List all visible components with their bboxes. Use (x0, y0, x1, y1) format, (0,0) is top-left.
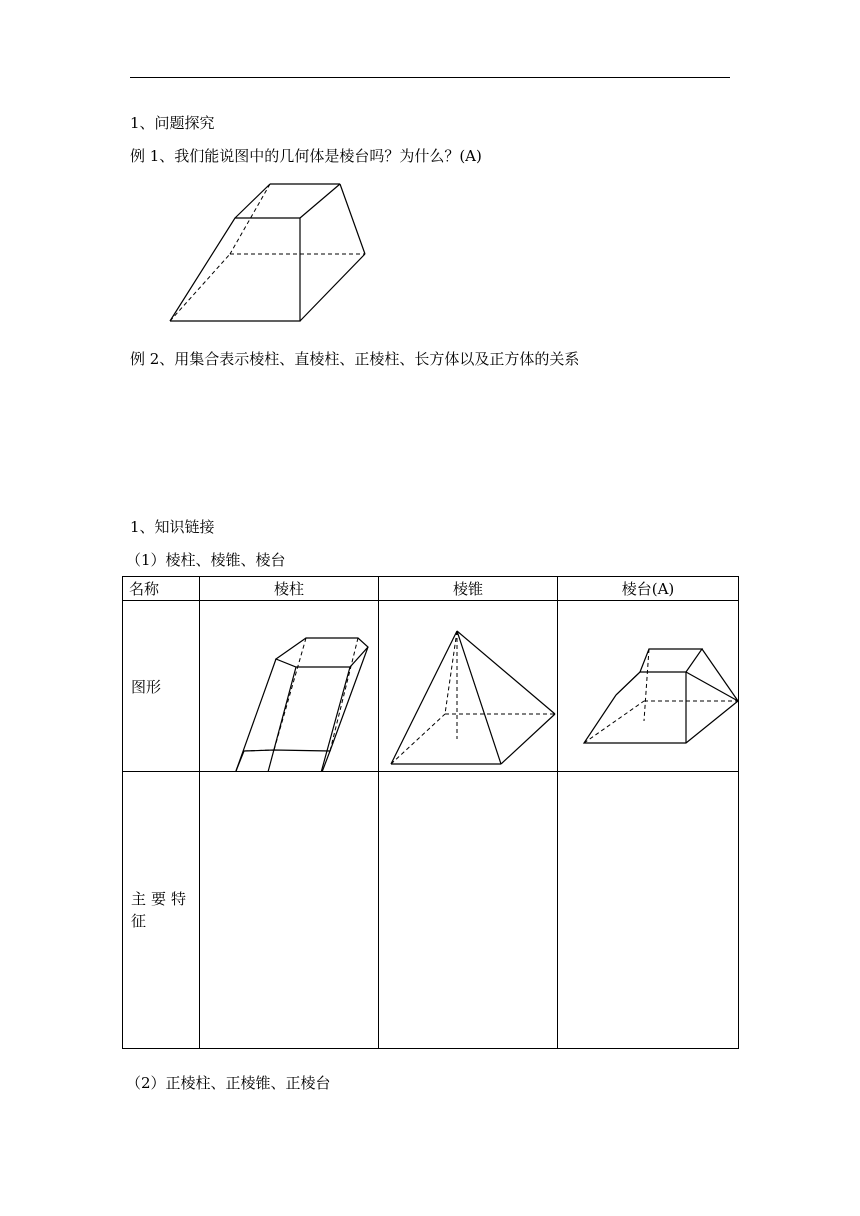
pyramid-icon (379, 601, 558, 771)
header-prism: 棱柱 (200, 577, 379, 601)
section-heading-inquiry: 1、问题探究 (130, 114, 215, 132)
pyramid-figure-cell (379, 601, 558, 772)
table-row-features (123, 772, 739, 1049)
table-header-row (123, 577, 739, 601)
header-frustum: 棱台(A) (558, 577, 739, 601)
prism-icon (200, 601, 379, 771)
pyramid-feature-cell (379, 772, 558, 1049)
header-pyramid: 棱锥 (379, 577, 558, 601)
header-name: 名称 (123, 577, 200, 601)
frustum-icon (558, 601, 739, 771)
table-row-figures (123, 601, 739, 772)
example-1-text: 例 1、我们能说图中的几何体是棱台吗？为什么？(A) (130, 147, 482, 165)
prism-feature-cell (200, 772, 379, 1049)
frustum-feature-cell (558, 772, 739, 1049)
quadrilateral-solid-icon (165, 178, 375, 328)
prism-figure-cell (200, 601, 379, 772)
header-rule (130, 77, 730, 78)
frustum-figure-cell (558, 601, 739, 772)
feature-row-label: 主要特征 (131, 890, 192, 930)
section-heading-knowledge: 1、知识链接 (130, 518, 215, 536)
solids-table (122, 576, 739, 1049)
subsection-2-title: （2）正棱柱、正棱锥、正棱台 (126, 1074, 331, 1092)
feature-row-label-cell (123, 772, 200, 1049)
example-2-text: 例 2、用集合表示棱柱、直棱柱、正棱柱、长方体以及正方体的关系 (130, 350, 580, 368)
figure-row-label: 图形 (123, 601, 200, 772)
subsection-1-title: （1）棱柱、棱锥、棱台 (126, 551, 286, 569)
